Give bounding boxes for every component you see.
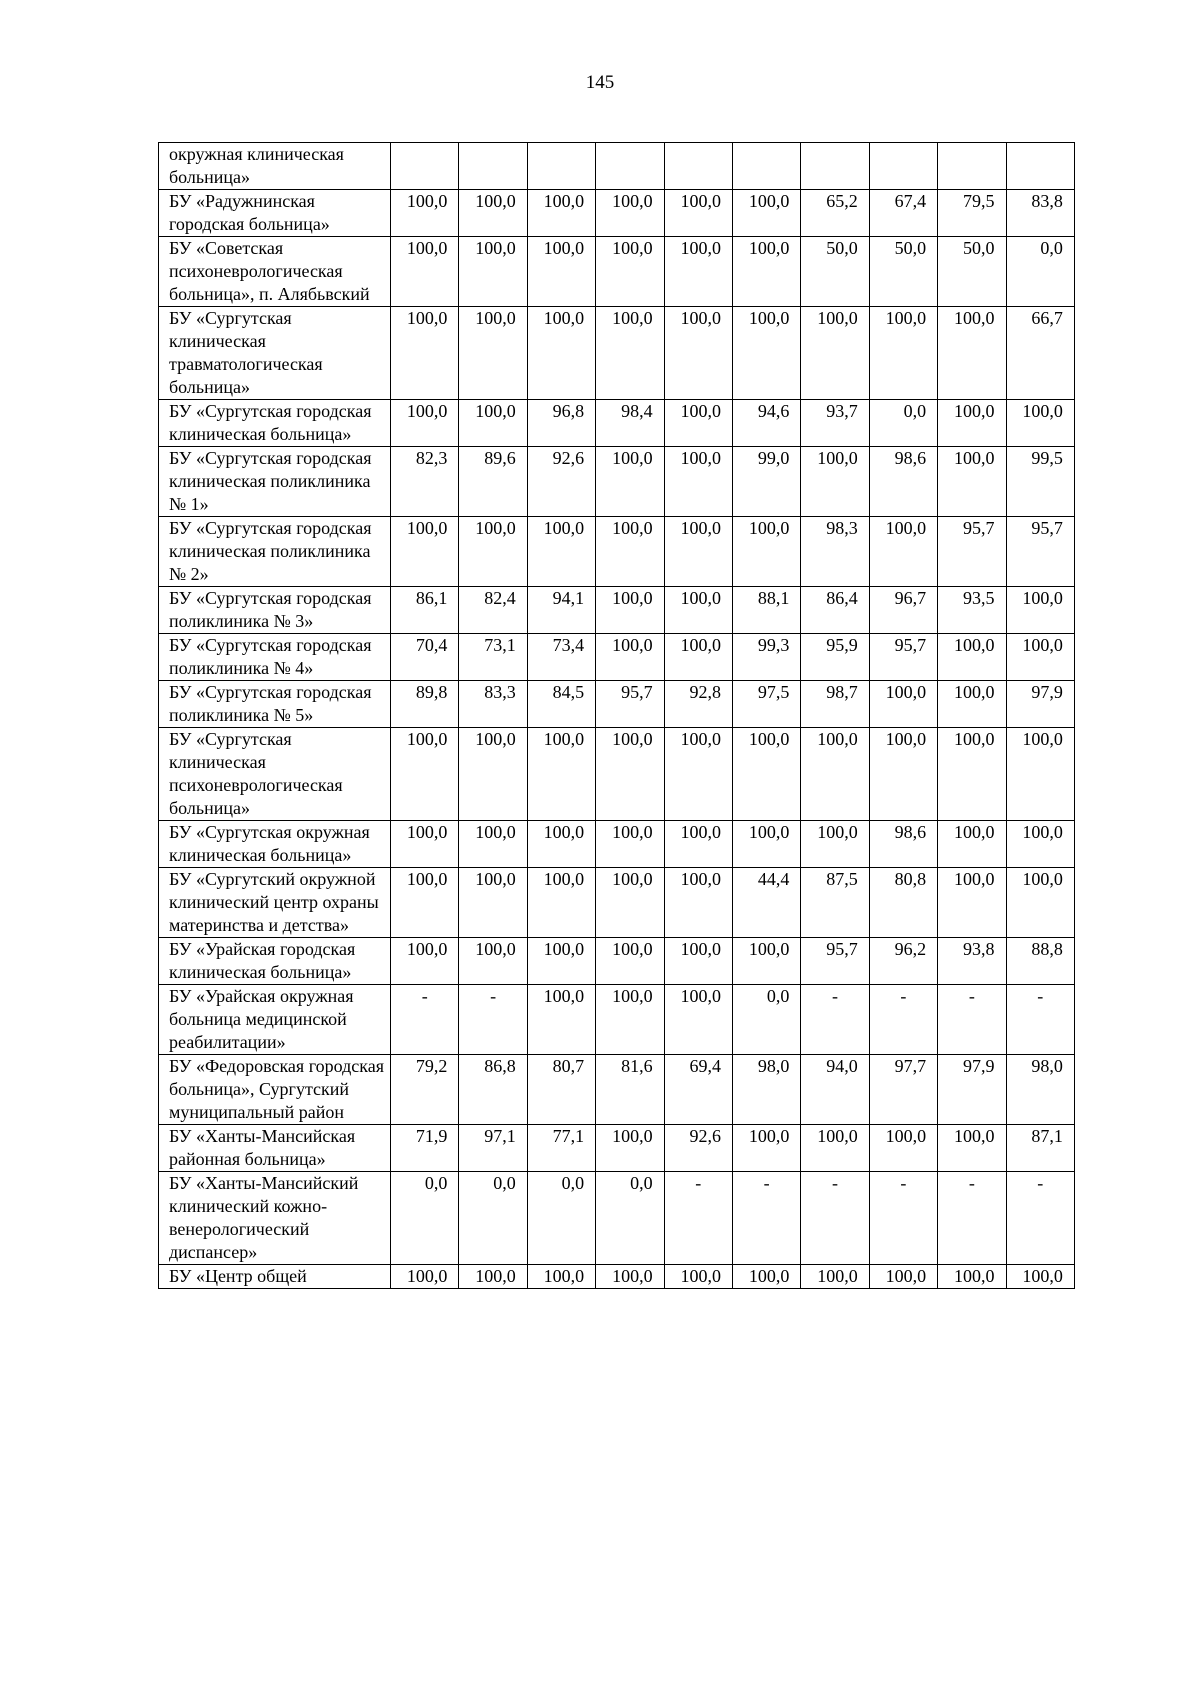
value-cell: 100,0	[596, 868, 664, 938]
value-cell: 100,0	[801, 1125, 869, 1172]
value-cell: 100,0	[869, 307, 937, 400]
value-cell: 100,0	[1006, 728, 1074, 821]
value-cell: 99,3	[732, 634, 800, 681]
value-cell: 98,0	[1006, 1055, 1074, 1125]
value-cell: 100,0	[938, 447, 1006, 517]
value-cell: 100,0	[801, 447, 869, 517]
value-cell: 97,9	[938, 1055, 1006, 1125]
value-cell: 100,0	[869, 517, 937, 587]
value-cell: 100,0	[459, 190, 527, 237]
value-cell: 100,0	[596, 985, 664, 1055]
value-cell: 96,7	[869, 587, 937, 634]
value-cell: 100,0	[527, 821, 595, 868]
value-cell: 83,8	[1006, 190, 1074, 237]
value-cell: 100,0	[1006, 400, 1074, 447]
institution-name-cell: БУ «Сургутский окружной клинический центр охраны материнства и детства»	[159, 868, 391, 938]
value-cell: 100,0	[869, 728, 937, 821]
value-cell: -	[732, 1172, 800, 1265]
value-cell: 93,8	[938, 938, 1006, 985]
value-cell: 95,7	[1006, 517, 1074, 587]
value-cell: 100,0	[1006, 1265, 1074, 1289]
value-cell: 89,8	[391, 681, 459, 728]
value-cell: 84,5	[527, 681, 595, 728]
value-cell: 80,8	[869, 868, 937, 938]
value-cell	[596, 143, 664, 190]
value-cell: 100,0	[459, 307, 527, 400]
value-cell	[664, 143, 732, 190]
value-cell: 98,6	[869, 447, 937, 517]
value-cell: 100,0	[527, 237, 595, 307]
value-cell: 73,4	[527, 634, 595, 681]
value-cell: 100,0	[664, 728, 732, 821]
institution-name-cell: БУ «Сургутская городская клиническая поликлиника № 2»	[159, 517, 391, 587]
value-cell	[869, 143, 937, 190]
value-cell: 100,0	[527, 938, 595, 985]
table-row	[159, 821, 1075, 868]
value-cell: 80,7	[527, 1055, 595, 1125]
value-cell: 97,1	[459, 1125, 527, 1172]
value-cell: -	[664, 1172, 732, 1265]
institution-name-cell: БУ «Сургутская городская поликлиника № 5»	[159, 681, 391, 728]
value-cell: 100,0	[596, 517, 664, 587]
value-cell: 100,0	[596, 587, 664, 634]
value-cell: 100,0	[459, 400, 527, 447]
value-cell: 0,0	[1006, 237, 1074, 307]
value-cell: 100,0	[732, 517, 800, 587]
value-cell	[391, 143, 459, 190]
value-cell: 94,6	[732, 400, 800, 447]
value-cell: 100,0	[664, 821, 732, 868]
table-row	[159, 681, 1075, 728]
value-cell: 98,0	[732, 1055, 800, 1125]
value-cell: 100,0	[391, 938, 459, 985]
institution-name-cell: БУ «Сургутская городская клиническая больница»	[159, 400, 391, 447]
value-cell: 66,7	[1006, 307, 1074, 400]
value-cell: 100,0	[391, 821, 459, 868]
value-cell: 98,3	[801, 517, 869, 587]
value-cell	[459, 143, 527, 190]
value-cell: 100,0	[391, 728, 459, 821]
value-cell: 69,4	[664, 1055, 732, 1125]
table-row	[159, 728, 1075, 821]
value-cell: 86,8	[459, 1055, 527, 1125]
table-body	[159, 143, 1075, 1289]
value-cell: 0,0	[391, 1172, 459, 1265]
value-cell: 100,0	[596, 307, 664, 400]
institution-name-cell: БУ «Урайская городская клиническая больница»	[159, 938, 391, 985]
statistics-table	[158, 142, 1075, 1289]
table-row	[159, 938, 1075, 985]
value-cell: 100,0	[664, 447, 732, 517]
value-cell: -	[869, 985, 937, 1055]
value-cell: 100,0	[938, 1265, 1006, 1289]
table-row	[159, 307, 1075, 400]
value-cell: 92,6	[527, 447, 595, 517]
value-cell: 100,0	[732, 190, 800, 237]
value-cell: 100,0	[732, 728, 800, 821]
value-cell: 93,7	[801, 400, 869, 447]
table-row	[159, 447, 1075, 517]
table-row	[159, 190, 1075, 237]
value-cell: 100,0	[732, 821, 800, 868]
value-cell: 50,0	[801, 237, 869, 307]
table-row	[159, 1172, 1075, 1265]
value-cell: 87,5	[801, 868, 869, 938]
table-row	[159, 400, 1075, 447]
value-cell: 100,0	[664, 400, 732, 447]
value-cell: 87,1	[1006, 1125, 1074, 1172]
value-cell: 86,4	[801, 587, 869, 634]
value-cell: 99,0	[732, 447, 800, 517]
value-cell: 100,0	[664, 307, 732, 400]
value-cell: 99,5	[1006, 447, 1074, 517]
value-cell: 100,0	[527, 517, 595, 587]
value-cell: -	[801, 985, 869, 1055]
value-cell: 100,0	[801, 307, 869, 400]
value-cell	[1006, 143, 1074, 190]
value-cell: 100,0	[664, 634, 732, 681]
value-cell: 100,0	[664, 517, 732, 587]
value-cell: 50,0	[938, 237, 1006, 307]
value-cell: 100,0	[732, 1265, 800, 1289]
table-row	[159, 517, 1075, 587]
value-cell: 100,0	[596, 938, 664, 985]
value-cell: 98,6	[869, 821, 937, 868]
value-cell: 100,0	[801, 1265, 869, 1289]
value-cell: 94,0	[801, 1055, 869, 1125]
value-cell: 100,0	[459, 728, 527, 821]
value-cell: -	[1006, 1172, 1074, 1265]
value-cell: -	[801, 1172, 869, 1265]
institution-name-cell: БУ «Радужнинская городская больница»	[159, 190, 391, 237]
value-cell: 0,0	[527, 1172, 595, 1265]
value-cell: 0,0	[869, 400, 937, 447]
value-cell: 95,7	[596, 681, 664, 728]
value-cell: 100,0	[664, 237, 732, 307]
value-cell: 100,0	[869, 1265, 937, 1289]
table-row	[159, 868, 1075, 938]
value-cell: 100,0	[1006, 821, 1074, 868]
value-cell	[732, 143, 800, 190]
institution-name-cell: БУ «Сургутская городская поликлиника № 4»	[159, 634, 391, 681]
value-cell: 95,7	[869, 634, 937, 681]
value-cell: 100,0	[664, 1265, 732, 1289]
value-cell: 100,0	[527, 868, 595, 938]
value-cell: 83,3	[459, 681, 527, 728]
value-cell: 100,0	[1006, 868, 1074, 938]
value-cell: 100,0	[391, 307, 459, 400]
value-cell: 100,0	[459, 1265, 527, 1289]
value-cell: 100,0	[1006, 587, 1074, 634]
value-cell: 100,0	[801, 728, 869, 821]
value-cell: -	[869, 1172, 937, 1265]
value-cell: 100,0	[527, 190, 595, 237]
institution-name-cell: окружная клиническая больница»	[159, 143, 391, 190]
value-cell: 95,7	[938, 517, 1006, 587]
value-cell: 0,0	[732, 985, 800, 1055]
value-cell: 100,0	[869, 1125, 937, 1172]
value-cell: 71,9	[391, 1125, 459, 1172]
value-cell: -	[938, 985, 1006, 1055]
value-cell: 70,4	[391, 634, 459, 681]
table-row	[159, 1265, 1075, 1289]
institution-name-cell: БУ «Урайская окружная больница медицинской реабилитации»	[159, 985, 391, 1055]
value-cell: 100,0	[596, 1125, 664, 1172]
value-cell: -	[1006, 985, 1074, 1055]
value-cell: 92,8	[664, 681, 732, 728]
value-cell: 79,2	[391, 1055, 459, 1125]
value-cell: 100,0	[459, 517, 527, 587]
table-row	[159, 985, 1075, 1055]
table-row	[159, 587, 1075, 634]
value-cell: 100,0	[391, 517, 459, 587]
value-cell: 96,8	[527, 400, 595, 447]
value-cell: 100,0	[596, 728, 664, 821]
value-cell: 95,7	[801, 938, 869, 985]
value-cell: 100,0	[664, 938, 732, 985]
value-cell: 100,0	[527, 728, 595, 821]
value-cell: 81,6	[596, 1055, 664, 1125]
value-cell: 100,0	[664, 190, 732, 237]
institution-name-cell: БУ «Сургутская окружная клиническая больница»	[159, 821, 391, 868]
value-cell: 100,0	[938, 681, 1006, 728]
institution-name-cell: БУ «Центр общей	[159, 1265, 391, 1289]
value-cell: 100,0	[459, 938, 527, 985]
value-cell: 86,1	[391, 587, 459, 634]
table-row	[159, 1055, 1075, 1125]
page-number: 145	[585, 72, 615, 93]
value-cell: 92,6	[664, 1125, 732, 1172]
value-cell: 100,0	[938, 307, 1006, 400]
value-cell: 100,0	[732, 938, 800, 985]
value-cell: 100,0	[1006, 634, 1074, 681]
value-cell: 100,0	[938, 1125, 1006, 1172]
value-cell: 79,5	[938, 190, 1006, 237]
value-cell: 100,0	[527, 985, 595, 1055]
value-cell: 100,0	[391, 1265, 459, 1289]
institution-name-cell: БУ «Ханты-Мансийский клинический кожно-венерологический диспансер»	[159, 1172, 391, 1265]
institution-name-cell: БУ «Сургутская городская поликлиника № 3»	[159, 587, 391, 634]
value-cell: 94,1	[527, 587, 595, 634]
value-cell: 100,0	[596, 447, 664, 517]
value-cell: 77,1	[527, 1125, 595, 1172]
value-cell: 97,7	[869, 1055, 937, 1125]
value-cell: 82,4	[459, 587, 527, 634]
institution-name-cell: БУ «Федоровская городская больница», Сургутский муниципальный район	[159, 1055, 391, 1125]
value-cell: 97,5	[732, 681, 800, 728]
value-cell: 44,4	[732, 868, 800, 938]
value-cell: 100,0	[938, 634, 1006, 681]
value-cell: 100,0	[527, 307, 595, 400]
value-cell: -	[391, 985, 459, 1055]
value-cell: 50,0	[869, 237, 937, 307]
value-cell: 96,2	[869, 938, 937, 985]
institution-name-cell: БУ «Сургутская клиническая психоневрологическая больница»	[159, 728, 391, 821]
value-cell: 100,0	[869, 681, 937, 728]
value-cell: -	[459, 985, 527, 1055]
value-cell: 82,3	[391, 447, 459, 517]
value-cell: 88,8	[1006, 938, 1074, 985]
value-cell	[938, 143, 1006, 190]
value-cell: 73,1	[459, 634, 527, 681]
value-cell: 67,4	[869, 190, 937, 237]
value-cell: 100,0	[391, 237, 459, 307]
institution-name-cell: БУ «Советская психоневрологическая больница», п. Алябьвский	[159, 237, 391, 307]
value-cell: 100,0	[664, 587, 732, 634]
value-cell: 100,0	[938, 400, 1006, 447]
value-cell: 100,0	[732, 307, 800, 400]
value-cell: 100,0	[459, 868, 527, 938]
value-cell: 100,0	[732, 237, 800, 307]
table-row	[159, 634, 1075, 681]
value-cell: 100,0	[596, 1265, 664, 1289]
value-cell: 100,0	[664, 985, 732, 1055]
value-cell: 100,0	[391, 868, 459, 938]
value-cell: 100,0	[596, 237, 664, 307]
value-cell	[801, 143, 869, 190]
value-cell: 88,1	[732, 587, 800, 634]
value-cell: 98,4	[596, 400, 664, 447]
table-row	[159, 1125, 1075, 1172]
value-cell: 97,9	[1006, 681, 1074, 728]
value-cell: 100,0	[459, 237, 527, 307]
value-cell: 100,0	[391, 400, 459, 447]
value-cell	[527, 143, 595, 190]
institution-name-cell: БУ «Сургутская городская клиническая поликлиника № 1»	[159, 447, 391, 517]
value-cell: 93,5	[938, 587, 1006, 634]
value-cell: 100,0	[732, 1125, 800, 1172]
value-cell: 100,0	[938, 868, 1006, 938]
institution-name-cell: БУ «Сургутская клиническая травматологическая больница»	[159, 307, 391, 400]
value-cell: 100,0	[459, 821, 527, 868]
value-cell: 100,0	[527, 1265, 595, 1289]
value-cell: 100,0	[596, 190, 664, 237]
value-cell: -	[938, 1172, 1006, 1265]
table-row	[159, 143, 1075, 190]
value-cell: 100,0	[664, 868, 732, 938]
value-cell: 89,6	[459, 447, 527, 517]
value-cell: 100,0	[801, 821, 869, 868]
institution-name-cell: БУ «Ханты-Мансийская районная больница»	[159, 1125, 391, 1172]
value-cell: 100,0	[938, 728, 1006, 821]
value-cell: 95,9	[801, 634, 869, 681]
value-cell: 65,2	[801, 190, 869, 237]
value-cell: 100,0	[938, 821, 1006, 868]
value-cell: 0,0	[596, 1172, 664, 1265]
value-cell: 100,0	[596, 821, 664, 868]
value-cell: 100,0	[596, 634, 664, 681]
value-cell: 100,0	[391, 190, 459, 237]
table-row	[159, 237, 1075, 307]
value-cell: 0,0	[459, 1172, 527, 1265]
value-cell: 98,7	[801, 681, 869, 728]
